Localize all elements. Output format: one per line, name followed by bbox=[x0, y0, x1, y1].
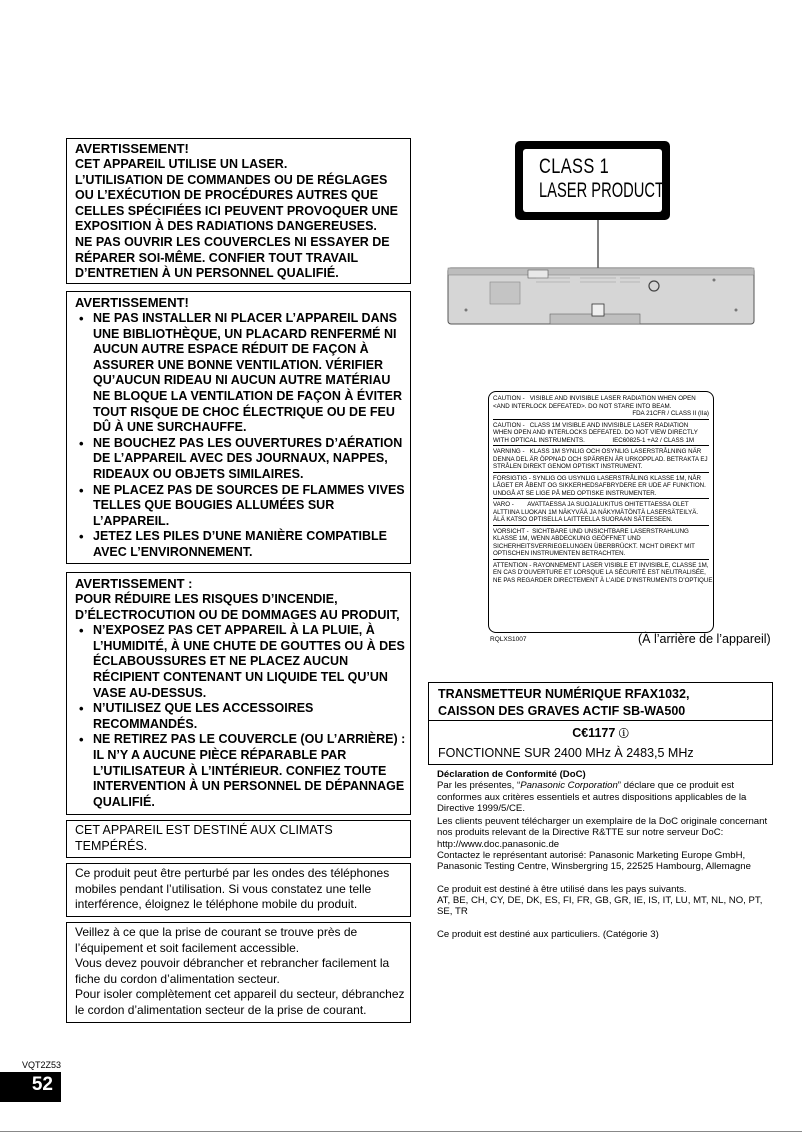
warning-line: L’HUMIDITÉ, À UNE CHUTE DE GOUTTES OU À DES bbox=[93, 638, 405, 653]
class1-label-line1: CLASS 1 bbox=[539, 155, 610, 178]
label-line: ÄLÄ KATSO OPTISELLA LAITTEELLA SUORAAN SÄTEESEEN. bbox=[493, 516, 673, 523]
doc-title: Déclaration de Conformité (DoC) bbox=[437, 769, 586, 780]
class1-laser-label bbox=[515, 141, 670, 220]
warning-line: POUR RÉDUIRE LES RISQUES D’INCENDIE, bbox=[75, 592, 338, 606]
label-section bbox=[493, 528, 709, 560]
climate-notice bbox=[66, 820, 411, 858]
bullet-continuation: L’APPAREIL. bbox=[93, 513, 170, 528]
label-line: LÅGET ER ÅBENT OG SIKKERHEDSAFBRYDERE ER UDE AF FUNKTION. bbox=[493, 482, 706, 489]
doc-para-1: Par les présentes, “Panasonic Corporation” déclare que ce produit est conformes aux critères essentiels et autres dispositions applicables de la Directive 1999/5/CE. bbox=[437, 780, 747, 814]
label-line: VORSICHT - SICHTBARE UND UNSICHTBARE LASERSTRAHLUNG bbox=[493, 527, 689, 535]
label-line: UNDGÅ AT SE LIGE PÅ MED OPTISKE INSTRUMENTER. bbox=[493, 489, 657, 497]
bullet-item: • NE RETIREZ PAS LE COUVERCLE (OU L’ARRIÈRE) : bbox=[75, 732, 410, 748]
phone-line: interférence, éloignez le téléphone mobile du produit. bbox=[75, 897, 358, 911]
warning-line: IL N’Y A AUCUNE PIÈCE RÉPARABLE PAR bbox=[93, 747, 347, 762]
label-line: FORSIGTIG - SYNLIG OG USYNLIG LASERSTRÅLING KLASSE 1M, NÅR bbox=[493, 474, 702, 482]
label-line: WITH OPTICAL INSTRUMENTS. IEC60825-1 +A2 / CLASS 1M bbox=[493, 436, 695, 444]
label-code: RQLXS1007 bbox=[490, 636, 527, 643]
warning-line: D’ÉLECTROCUTION OU DE DOMMAGES AU PRODUIT, bbox=[75, 607, 400, 622]
warning-list bbox=[75, 592, 410, 810]
label-line: STRÅLEN DIREKT GENOM OPTISKT INSTRUMENT. bbox=[493, 463, 643, 470]
label-line: DENNA DEL ÄR ÖPPNAD OCH SPÄRREN ÄR URKOPPLAD. BETRAKTA EJ bbox=[493, 455, 708, 463]
label-section bbox=[493, 448, 709, 473]
bullet-item: • JETEZ LES PILES D’UNE MANIÈRE COMPATIBLE bbox=[75, 529, 410, 545]
warning-title: AVERTISSEMENT! bbox=[75, 295, 189, 310]
warning-list bbox=[75, 311, 410, 561]
device-rear-illustration bbox=[440, 218, 760, 330]
bottom-rule bbox=[0, 1131, 802, 1132]
outlet-line: fiche du cordon d’alimentation secteur. bbox=[75, 971, 280, 986]
label-line: VARNING - KLASS 1M SYNLIG OCH OSYNLIG LASERSTRÅLNING NÄR bbox=[493, 448, 702, 455]
warning-line: QUALIFIÉ. bbox=[93, 794, 155, 809]
warning-text bbox=[75, 157, 410, 282]
bullet-item: • NE PLACEZ PAS DE SOURCES DE FLAMMES VIVES bbox=[75, 483, 410, 499]
class1-label-line2: LASER PRODUCT bbox=[539, 179, 664, 202]
warning-title: AVERTISSEMENT : bbox=[75, 576, 193, 591]
outlet-line: l’équipement et soit facilement accessible. bbox=[75, 940, 300, 955]
bullet-item: • NE PAS INSTALLER NI PLACER L’APPAREIL DANS bbox=[75, 311, 410, 327]
label-section bbox=[493, 501, 709, 526]
doc-countries: AT, BE, CH, CY, DE, DK, ES, FI, FR, GB, GR, IE, IS, IT, LU, MT, NL, NO, PT, SE, TR bbox=[437, 894, 763, 918]
ce-mark: C€1177 ⓘ bbox=[572, 726, 629, 740]
alert-mark-icon: ⓘ bbox=[618, 729, 629, 740]
warning-line: EXPOSITION À DES RADIATIONS DANGEREUSES. bbox=[75, 219, 377, 234]
label-section bbox=[493, 561, 715, 586]
warning-line: L’UTILISATION DE COMMANDES OU DE RÉGLAGES bbox=[75, 172, 388, 187]
bullet-continuation: TELLES QUE BOUGIES ALLUMÉES SUR bbox=[93, 498, 335, 513]
bullet-continuation: ASSURER UNE BONNE VENTILATION. VÉRIFIER bbox=[93, 357, 384, 372]
label-section bbox=[493, 395, 709, 420]
outlet-line: Veillez à ce que la prise de courant se trouve près de bbox=[75, 925, 358, 939]
warning-box-installation bbox=[66, 291, 411, 564]
bullet-continuation: UNE BIBLIOTHÈQUE, UN PLACARD RENFERMÉ NI bbox=[93, 326, 397, 341]
bullet-continuation: QU’AUCUN RIDEAU NI AUCUN AUTRE MATÉRIAU bbox=[93, 373, 391, 388]
label-line: OPTISCHEN INSTRUMENTEN BETRACHTEN. bbox=[493, 550, 626, 557]
warning-line: CELLES SPÉCIFIÉES ICI PEUVENT PROVOQUER UNE bbox=[75, 203, 398, 218]
warning-line: RÉCIPIENT CONTENANT UN LIQUIDE TEL QU’UN bbox=[93, 669, 388, 684]
label-line: VARO - AVATTAESSA JA SUOJALUKITUS OHITETTAESSA OLET bbox=[493, 501, 689, 508]
label-line: <AND INTERLOCK DEFEATED>. DO NOT STARE INTO BEAM. bbox=[493, 402, 672, 410]
outlet-line: le cordon d’alimentation secteur de la prise de courant. bbox=[75, 1002, 367, 1017]
bullet-item: • N’EXPOSEZ PAS CET APPAREIL À LA PLUIE, À bbox=[75, 623, 410, 639]
warning-line: VASE AU-DESSUS. bbox=[93, 685, 207, 700]
doc-url: http://www.doc.panasonic.de bbox=[437, 838, 560, 850]
bullet-continuation: RIDEAUX OU OBJETS SIMILAIRES. bbox=[93, 466, 304, 481]
warning-box-fire bbox=[66, 572, 411, 815]
warning-line: OU L’EXÉCUTION DE PROCÉDURES AUTRES QUE bbox=[75, 188, 379, 203]
doc-para-3: Contactez le représentant autorisé: Panasonic Marketing Europe GmbH, Panasonic Testing Centre, Winsbergring 15, 22525 Hambourg, Allemagne bbox=[437, 850, 751, 873]
label-section bbox=[493, 422, 709, 447]
page-number: 52 bbox=[0, 1072, 61, 1102]
warning-line: CET APPAREIL UTILISE UN LASER. bbox=[75, 157, 288, 171]
climate-line: TEMPÉRÉS. bbox=[75, 839, 148, 853]
bullet-continuation: DE L’APPAREIL AVEC DES JOURNAUX, NAPPES, bbox=[93, 451, 388, 466]
label-line: SICHERHEITSVERRIEGELUNGEN ÜBERBRÜCKT. NICHT DIREKT MIT bbox=[493, 542, 695, 550]
warning-line: INTERVENTION À UN PERSONNEL DE DÉPANNAGE bbox=[93, 779, 405, 794]
outlet-line: Vous devez pouvoir débrancher et rebrancher facilement la bbox=[75, 956, 390, 970]
label-standard: FDA 21CFR / CLASS II (IIa) bbox=[632, 410, 709, 417]
doc-para-2: Les clients peuvent télécharger un exemplaire de la DoC originale concernant nos produits relevant de la Directive R&TTE sur notre serveur DoC: bbox=[437, 816, 768, 839]
warning-line: RECOMMANDÉS. bbox=[93, 716, 198, 731]
label-line: NE PAS REGARDER DIRECTEMENT À L’AIDE D’INSTRUMENTS D’OPTIQUE. bbox=[493, 576, 715, 584]
rear-caption: (À l’arrière de l’appareil) bbox=[638, 632, 771, 646]
bullet-continuation: TOUT RISQUE DE CHOC ÉLECTRIQUE OU DE FEU bbox=[93, 404, 395, 419]
phone-line: mobiles pendant l’utilisation. Si vous constatez une telle bbox=[75, 881, 372, 896]
laser-warning-label bbox=[488, 391, 714, 633]
warning-title: AVERTISSEMENT! bbox=[75, 141, 189, 156]
phone-line: Ce produit peut être perturbé par les ondes des téléphones bbox=[75, 866, 390, 880]
label-line: ATTENTION - RAYONNEMENT LASER VISIBLE ET INVISIBLE, CLASSE 1M, bbox=[493, 561, 709, 569]
frequency: FONCTIONNE SUR 2400 MHz À 2483,5 MHz bbox=[438, 746, 694, 760]
label-line: WHEN OPEN AND INTERLOCKS DEFEATED. DO NOT VIEW DIRECTLY bbox=[493, 429, 698, 436]
bullet-item: • NE BOUCHEZ PAS LES OUVERTURES D’AÉRATION bbox=[75, 436, 410, 452]
bullet-continuation: AUCUN AUTRE ESPACE RÉDUIT DE FAÇON À bbox=[93, 342, 369, 357]
doc-para-4: Ce produit est destiné à être utilisé dans les pays suivants. bbox=[437, 883, 687, 895]
climate-line: CET APPAREIL EST DESTINÉ AUX CLIMATS bbox=[75, 823, 333, 837]
label-line: KLASSE 1M, WENN ABDECKUNG GEÖFFNET UND bbox=[493, 535, 641, 542]
label-line: ALTTIINA LUOKAN 1M NÄKYVÄÄ JA NÄKYMÄTÖNTÄ LASERSÄTEILYÄ. bbox=[493, 508, 699, 516]
phone-notice bbox=[66, 863, 411, 917]
warning-line: RÉPARER SOI-MÊME. CONFIER TOUT TRAVAIL bbox=[75, 250, 359, 265]
doc-code: VQT2Z53 bbox=[22, 1060, 62, 1070]
warning-line: NE PAS OUVRIR LES COUVERCLES NI ESSAYER DE bbox=[75, 234, 390, 249]
warning-line: ÉCLABOUSSURES ET NE PLACEZ AUCUN bbox=[93, 654, 349, 669]
declaration-of-conformity bbox=[437, 769, 769, 940]
outlet-notice bbox=[66, 922, 411, 1023]
warning-line: D’ENTRETIEN À UN PERSONNEL QUALIFIÉ. bbox=[75, 266, 339, 281]
transmitter-heading: TRANSMETTEUR NUMÉRIQUE RFAX1032, CAISSON DES GRAVES ACTIF SB-WA500 bbox=[438, 687, 690, 718]
transmitter-box bbox=[428, 682, 773, 765]
outlet-line: Pour isoler complètement cet appareil du secteur, débranchez bbox=[75, 987, 405, 1001]
bullet-item: • N’UTILISEZ QUE LES ACCESSOIRES bbox=[75, 701, 410, 717]
bullet-continuation: AVEC L’ENVIRONNEMENT. bbox=[93, 544, 253, 559]
warning-line: L’UTILISATEUR À L’INTÉRIEUR. CONFIEZ TOUTE bbox=[93, 763, 387, 778]
label-line: EN CAS D’OUVERTURE ET LORSQUE LA SÉCURITÉ EST NEUTRALISÉE, bbox=[493, 569, 706, 576]
label-section bbox=[493, 475, 709, 500]
doc-para-6: Ce produit est destiné aux particuliers. (Catégorie 3) bbox=[437, 928, 659, 940]
label-line: CAUTION - VISIBLE AND INVISIBLE LASER RADIATION WHEN OPEN bbox=[493, 395, 696, 402]
warning-box-laser bbox=[66, 138, 411, 284]
label-line: CAUTION - CLASS 1M VISIBLE AND INVISIBLE LASER RADIATION bbox=[493, 421, 689, 429]
bullet-continuation: DÛ À UNE SURCHAUFFE. bbox=[93, 420, 247, 435]
bullet-continuation: NE BLOQUE LA VENTILATION DE FAÇON À ÉVITER bbox=[93, 388, 403, 403]
